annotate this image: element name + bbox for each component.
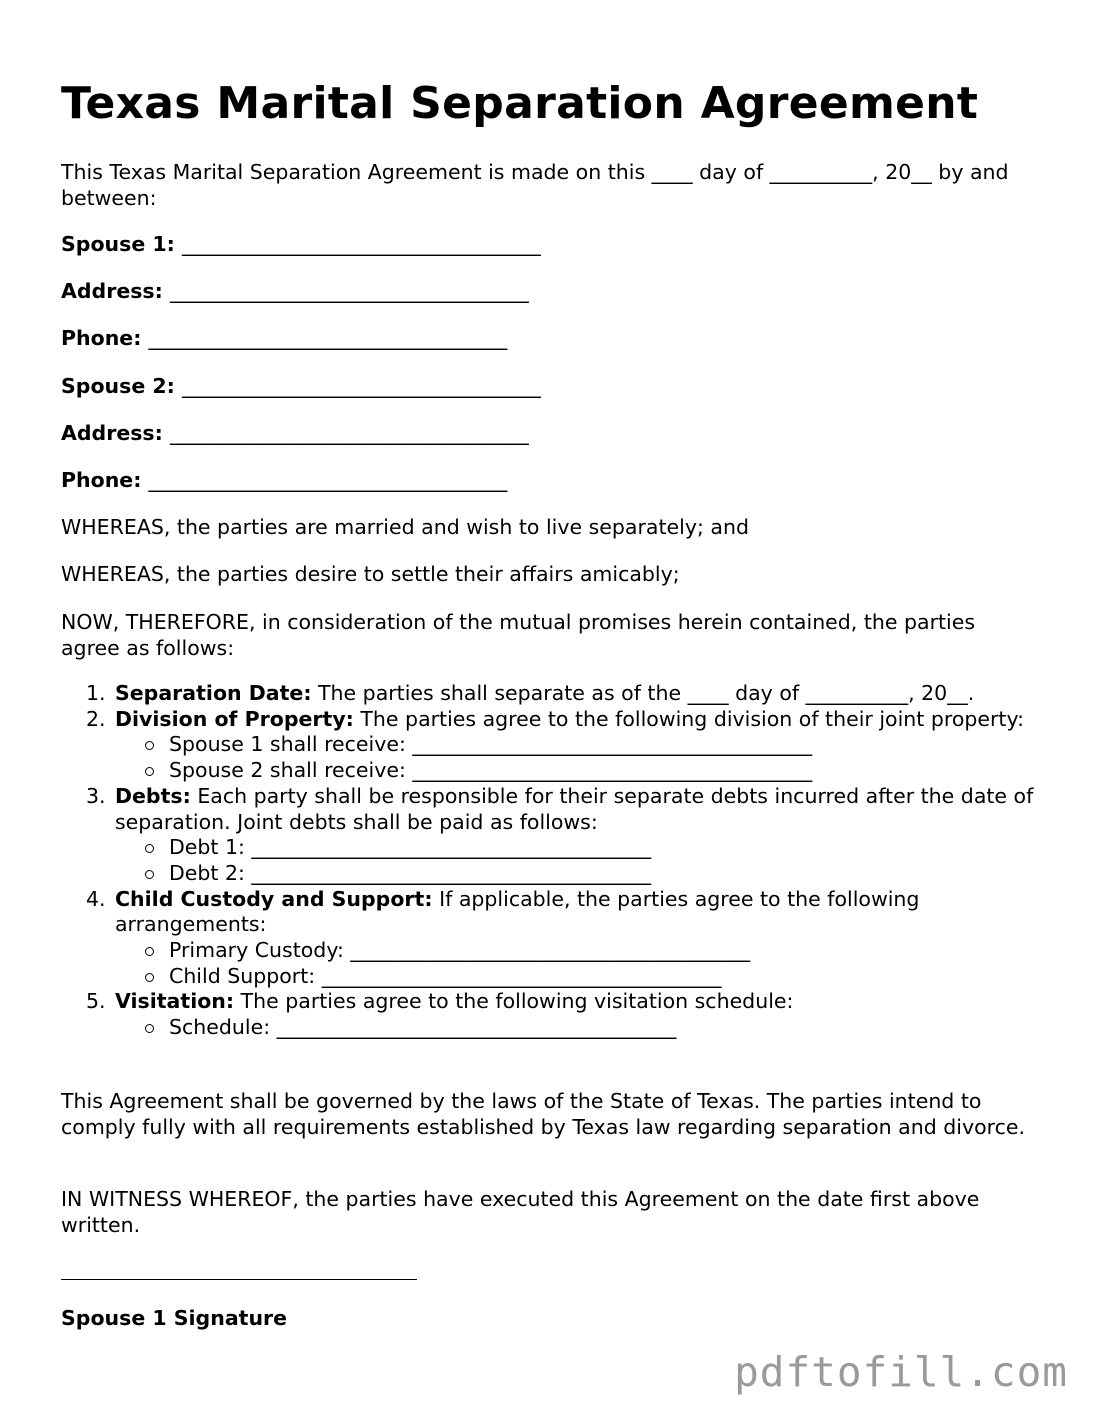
bullet-icon xyxy=(145,973,154,982)
item-number: 1. xyxy=(86,681,106,705)
field-blank[interactable]: ___________________________________ xyxy=(169,279,529,303)
sub-item-debt-1[interactable] xyxy=(61,835,1036,861)
sub-item-text[interactable]: Spouse 1 shall receive: _______________________________________ xyxy=(169,732,813,757)
item-text: Each party shall be responsible for their separate debts incurred after the date of separation. Joint debts shall be paid as follows: xyxy=(115,783,1034,834)
item-text: The parties agree to the following division of their joint property: xyxy=(353,706,1024,731)
bullet-icon xyxy=(145,947,154,956)
item-text: If applicable, the parties agree to the following arrangements: xyxy=(115,886,920,937)
item-text[interactable]: The parties shall separate as of the ____ day of __________, 20__. xyxy=(311,681,975,705)
term-item-division-of-property xyxy=(61,707,1036,733)
term-item-visitation xyxy=(61,989,1036,1015)
witness-paragraph: IN WITNESS WHEREOF, the parties have executed this Agreement on the date first above written. xyxy=(61,1187,980,1237)
item-heading: Visitation: xyxy=(115,989,235,1014)
item-text: The parties agree to the following visitation schedule: xyxy=(234,989,794,1014)
signature-label: Spouse 1 Signature xyxy=(61,1306,288,1330)
bullet-icon xyxy=(145,1024,154,1033)
whereas-paragraph-2: WHEREAS, the parties desire to settle their affairs amicably; xyxy=(61,562,680,586)
sub-item-text[interactable]: Debt 2: _______________________________________ xyxy=(169,860,652,885)
whereas-paragraph-1: WHEREAS, the parties are married and wish to live separately; and xyxy=(61,515,749,539)
field-blank[interactable]: ___________________________________ xyxy=(169,421,529,445)
spouse1-name-field[interactable] xyxy=(61,231,541,257)
field-label: Address: xyxy=(61,421,163,445)
field-blank[interactable]: ___________________________________ xyxy=(181,374,541,398)
bullet-icon xyxy=(145,870,154,879)
spouse1-phone-field[interactable] xyxy=(61,325,507,351)
item-number: 2. xyxy=(86,706,106,731)
item-heading: Child Custody and Support: xyxy=(115,886,433,911)
field-label: Phone: xyxy=(61,468,142,492)
sub-item-text[interactable]: Debt 1: _______________________________________ xyxy=(169,835,652,860)
item-number: 3. xyxy=(86,783,106,808)
governing-law-paragraph: This Agreement shall be governed by the laws of the State of Texas. The parties intend to comply fully with all requirements established by Texas law regarding separation and divorce. xyxy=(61,1089,1026,1139)
sub-item-text[interactable]: Primary Custody: _______________________________________ xyxy=(169,938,751,963)
intro-paragraph: This Texas Marital Separation Agreement is made on this ____ day of __________, 20__ by and between: xyxy=(61,160,1009,210)
signature-line[interactable] xyxy=(61,1279,417,1280)
now-therefore-paragraph: NOW, THEREFORE, in consideration of the mutual promises herein contained, the parties agree as follows: xyxy=(61,610,976,660)
spouse2-address-field[interactable] xyxy=(61,420,529,446)
document-title: Texas Marital Separation Agreement xyxy=(61,78,979,129)
bullet-icon xyxy=(145,741,154,750)
term-item-child-custody xyxy=(61,887,1036,938)
item-heading: Separation Date: xyxy=(115,681,312,705)
bullet-icon xyxy=(145,844,154,853)
spouse2-phone-field[interactable] xyxy=(61,467,507,493)
sub-item-primary-custody[interactable] xyxy=(61,938,1036,964)
sub-item-child-support[interactable] xyxy=(61,964,1036,990)
sub-item-schedule[interactable] xyxy=(61,1015,1036,1041)
field-label: Address: xyxy=(61,279,163,303)
term-item-debts xyxy=(61,784,1036,835)
field-label: Spouse 2: xyxy=(61,374,175,398)
bullet-icon xyxy=(145,767,154,776)
sub-item-text[interactable]: Schedule: _______________________________________ xyxy=(169,1015,677,1040)
sub-item-spouse2-receives[interactable] xyxy=(61,758,1036,784)
item-heading: Debts: xyxy=(115,783,191,808)
item-number: 5. xyxy=(86,989,106,1014)
item-heading: Division of Property: xyxy=(115,706,354,731)
field-blank[interactable]: ___________________________________ xyxy=(181,232,541,256)
sub-item-spouse1-receives[interactable] xyxy=(61,732,1036,758)
watermark: pdftofill.com xyxy=(734,1348,1068,1396)
agreement-terms-list xyxy=(61,681,1036,1041)
field-blank[interactable]: ___________________________________ xyxy=(148,468,508,492)
term-item-separation-date xyxy=(61,681,1036,707)
field-label: Phone: xyxy=(61,326,142,350)
field-label: Spouse 1: xyxy=(61,232,175,256)
spouse2-name-field[interactable] xyxy=(61,373,541,399)
sub-item-debt-2[interactable] xyxy=(61,861,1036,887)
sub-item-text[interactable]: Spouse 2 shall receive: _______________________________________ xyxy=(169,758,813,783)
field-blank[interactable]: ___________________________________ xyxy=(148,326,508,350)
item-number: 4. xyxy=(86,886,106,911)
spouse1-address-field[interactable] xyxy=(61,278,529,304)
sub-item-text[interactable]: Child Support: _______________________________________ xyxy=(169,963,722,988)
